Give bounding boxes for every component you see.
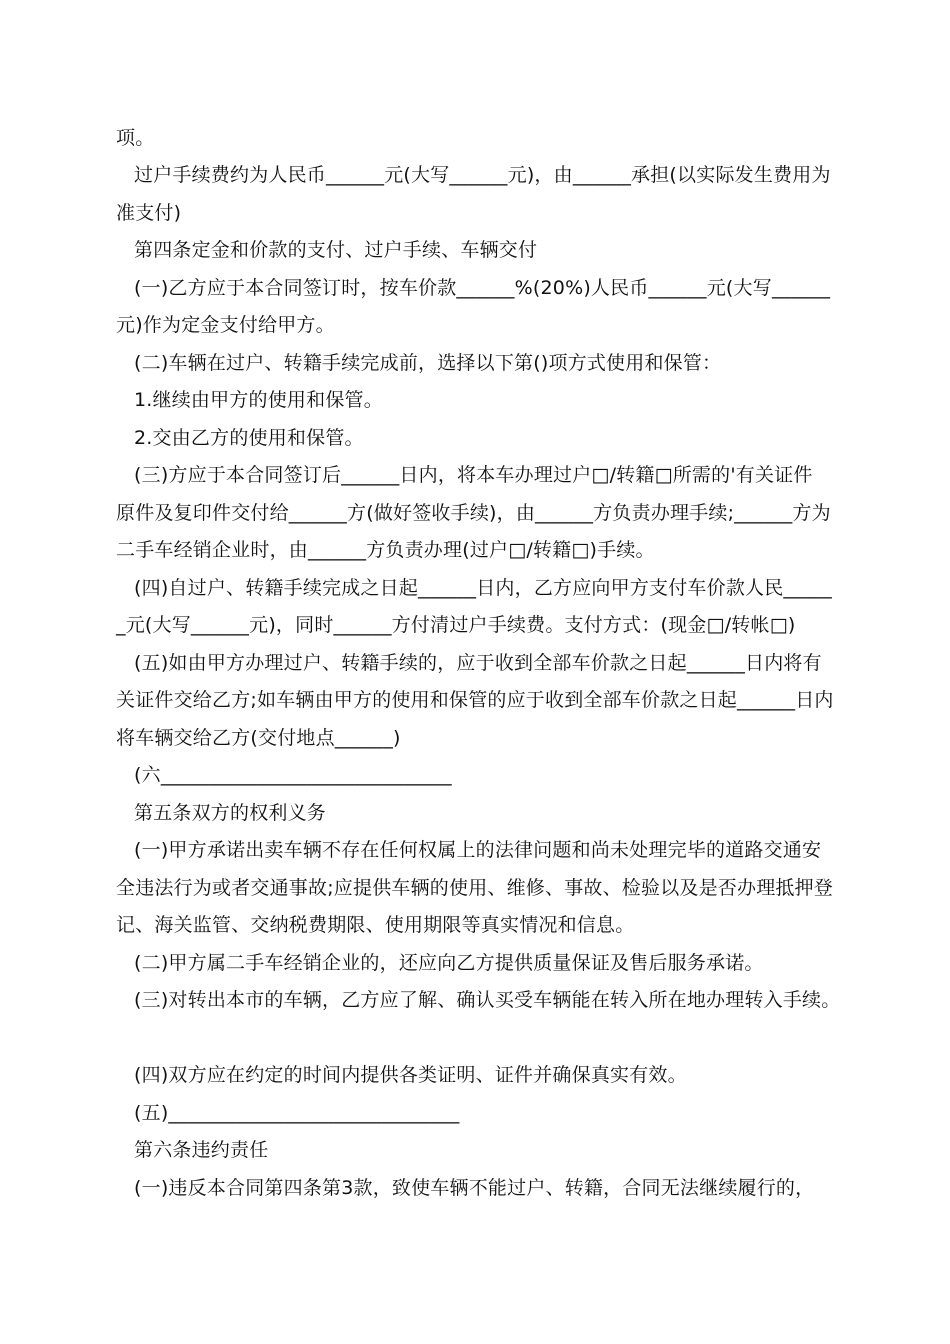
text-line: 1.继续由甲方的使用和保管。 xyxy=(134,389,383,411)
text-line: 记、海关监管、交纳税费期限、使用期限等真实情况和信息。 xyxy=(116,914,635,936)
text-line: (一)乙方应于本合同签订时，按车价款______%(20%)人民币______元(大写______ xyxy=(134,277,831,299)
text-line: 二手车经销企业时，由______方负责办理(过户□/转籍□)手续。 xyxy=(116,539,655,561)
text-line: (一)甲方承诺出卖车辆不存在任何权属上的法律问题和尚未处理完毕的道路交通安 xyxy=(134,839,822,861)
text-line: 2.交由乙方的使用和保管。 xyxy=(134,427,364,449)
text-line: 元)作为定金支付给甲方。 xyxy=(116,314,335,336)
text-line: 关证件交给乙方;如车辆由甲方的使用和保管的应于收到全部车价款之日起______日内 xyxy=(116,689,834,711)
text-line: (二)车辆在过户、转籍手续完成前，选择以下第()项方式使用和保管： xyxy=(134,352,722,374)
text-line: (五)______________________________ xyxy=(134,1102,460,1124)
text-line: (二)甲方属二手车经销企业的，还应向乙方提供质量保证及售后服务承诺。 xyxy=(134,952,764,974)
text-line: 过户手续费约为人民币______元(大写______元)，由______承担(以实际发生费用为 xyxy=(134,164,831,186)
text-line: (四)自过户、转籍手续完成之日起______日内，乙方应向甲方支付车价款人民_____ xyxy=(134,577,832,599)
section-heading: 第四条定金和价款的支付、过户手续、车辆交付 xyxy=(134,239,538,261)
text-line: 项。 xyxy=(116,127,155,149)
section-heading: 第五条双方的权利义务 xyxy=(134,802,327,824)
text-line: (五)如由甲方办理过户、转籍手续的，应于收到全部车价款之日起______日内将有 xyxy=(134,652,822,674)
text-line: (三)对转出本市的车辆，乙方应了解、确认买受车辆能在转入所在地办理转入手续。 xyxy=(134,989,841,1011)
text-line: (三)方应于本合同签订后______日内，将本车办理过户□/转籍□所需的'有关证件 xyxy=(134,464,813,486)
text-line: 原件及复印件交付给______方(做好签收手续)，由______方负责办理手续;______方为 xyxy=(116,502,831,524)
text-line: 全违法行为或者交通事故;应提供车辆的使用、维修、事故、检验以及是否办理抵押登 xyxy=(116,877,834,899)
text-line: (一)违反本合同第四条第3款，致使车辆不能过户、转籍，合同无法继续履行的， xyxy=(134,1177,815,1199)
text-line: 将车辆交给乙方(交付地点______) xyxy=(116,727,401,749)
section-heading: 第六条违约责任 xyxy=(134,1139,269,1161)
text-line: 准支付) xyxy=(116,202,182,224)
text-line: (四)双方应在约定的时间内提供各类证明、证件并确保真实有效。 xyxy=(134,1064,687,1086)
text-line: (六______________________________ xyxy=(134,764,452,786)
text-line: _元(大写______元)，同时______方付清过户手续费。支付方式：(现金□/转帐□) xyxy=(116,614,796,636)
